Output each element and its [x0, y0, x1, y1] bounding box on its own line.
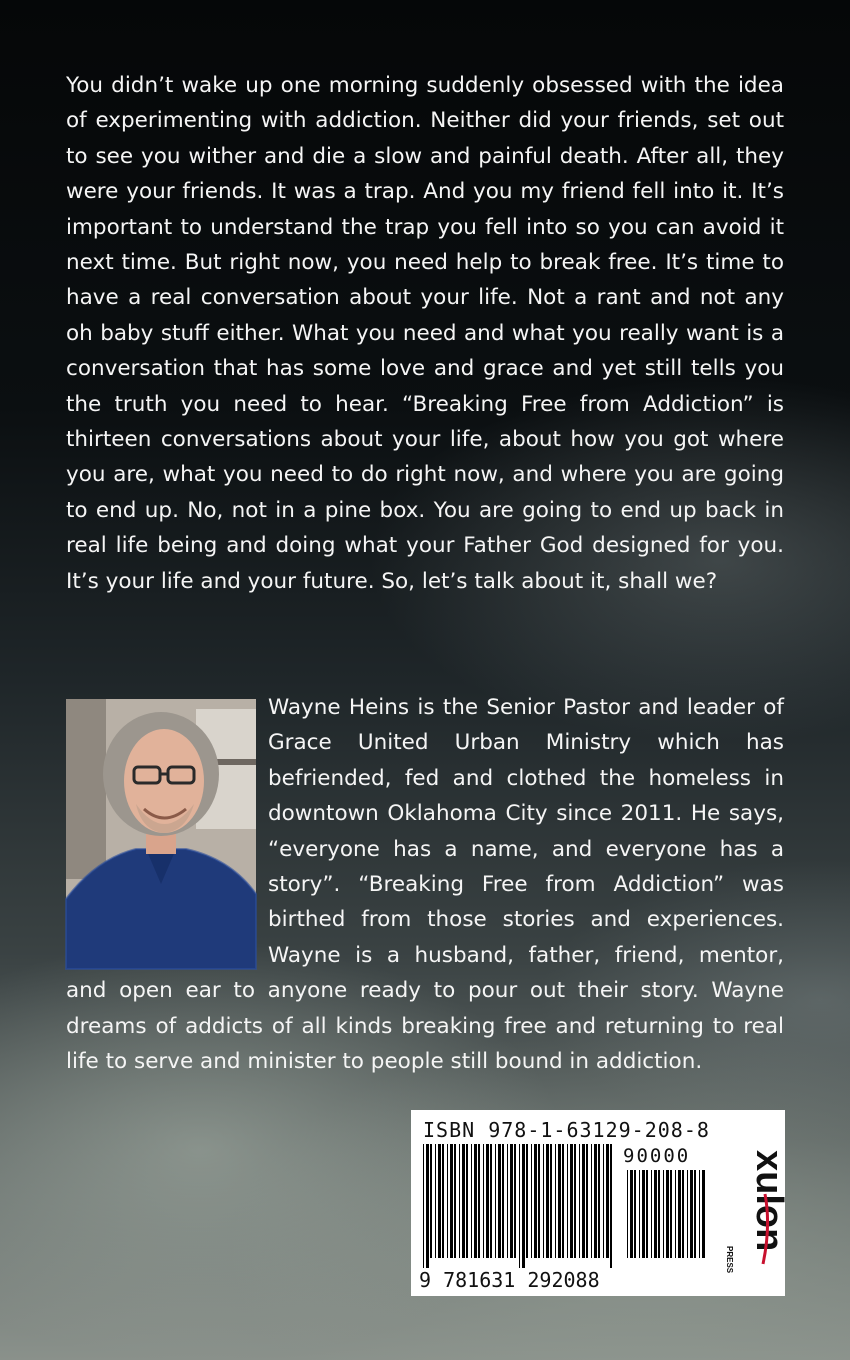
barcode-bar	[426, 1144, 429, 1268]
barcode-bar	[510, 1144, 513, 1258]
barcode-bar	[538, 1144, 540, 1258]
barcode-bar	[435, 1144, 436, 1258]
barcode-bar	[606, 1144, 609, 1258]
price-code: 90000	[623, 1145, 691, 1167]
barcode-bar	[531, 1144, 532, 1258]
barcode-bar	[651, 1170, 652, 1258]
barcode-bar	[546, 1144, 549, 1258]
barcode-bar	[555, 1144, 556, 1258]
barcode-bar	[579, 1144, 580, 1258]
barcode-bar	[550, 1144, 552, 1258]
barcode-bar	[670, 1170, 672, 1258]
author-bio-text: Wayne Heins is the Senior Pastor and leader of Grace United Urban Ministry which has befriended, fed and clothed the homeless in downtown Oklahoma City since 2011. He says, “everyone has a name, and everyone has a story”. “Breaking Free from Addiction” was birthed from those stories and experiences. Wayne is a husband, father, friend, mentor, and open ear to anyone ready to pour out their story. Wayne dreams of addicts of all kinds breaking free and returning to real life to serve and minister to people still bound in addiction.	[66, 695, 784, 1075]
barcode-bar	[466, 1144, 468, 1258]
barcode-bar	[570, 1144, 573, 1258]
photo-spacer	[66, 690, 268, 970]
barcode-bar	[574, 1144, 576, 1258]
barcode-bar	[507, 1144, 508, 1258]
barcode-bar	[438, 1144, 441, 1258]
barcode-bar	[642, 1170, 645, 1258]
barcode-bar	[498, 1144, 501, 1258]
barcode-bar	[471, 1144, 472, 1258]
barcode-bar	[687, 1170, 688, 1258]
barcode-bar	[663, 1170, 664, 1258]
barcode-bar	[447, 1144, 448, 1258]
addon-barcode-bars	[625, 1170, 709, 1268]
barcode-bar	[627, 1170, 628, 1258]
barcode-bar	[423, 1144, 424, 1268]
back-cover-blurb: You didn’t wake up one morning suddenly obsessed with the idea of experimenting with addiction. Neither did your friends, set out to see you wither and die a slow and painful death. After all, they were your friends. It was a trap. And you my friend fell into it. It’s important to understand the trap you fell into so you can avoid it next time. But right now, you need help to break free. It’s time to have a real conversation about your life. Not a rant and not any oh baby stuff either. What you need and what you really want is a conversation that has some love and grace and yet still tells you the truth you need to hear. “Breaking Free from Addiction” is thirteen conversations about your life, about how you got where you are, what you need to do right now, and where you are going to end up. No, not in a pine box. You are going to end up back in real life being and doing what your Father God designed for you. It’s your life and your future. So, let’s talk about it, shall we?	[66, 73, 784, 594]
barcode-bars	[421, 1144, 617, 1268]
barcode-bar	[639, 1170, 640, 1258]
barcode-bar	[678, 1170, 681, 1258]
barcode-bar	[558, 1144, 561, 1258]
barcode-bar	[495, 1144, 496, 1258]
barcode-bar	[675, 1170, 676, 1258]
barcode-bar	[483, 1144, 484, 1258]
barcode-bar	[702, 1170, 705, 1258]
barcode-bar	[474, 1144, 477, 1258]
barcode-bar	[514, 1144, 516, 1258]
barcode-bar	[646, 1170, 648, 1258]
barcode-bar	[462, 1144, 465, 1258]
isbn-digits: 9 781631 292088	[419, 1268, 600, 1292]
barcode-bar	[682, 1170, 684, 1258]
barcode-bar	[450, 1144, 453, 1258]
barcode-bar	[526, 1144, 528, 1258]
publisher-sub-text: PRESS	[725, 1246, 734, 1274]
barcode-bar	[567, 1144, 568, 1258]
barcode-bar	[534, 1144, 537, 1258]
barcode-bar	[591, 1144, 592, 1258]
barcode-bar	[690, 1170, 693, 1258]
barcode-bar	[486, 1144, 489, 1258]
barcode-bar	[699, 1170, 700, 1258]
barcode-bar	[582, 1144, 585, 1258]
barcode-bar	[562, 1144, 564, 1258]
barcode-bar	[490, 1144, 492, 1258]
barcode-bar	[630, 1170, 633, 1258]
barcode-bar	[586, 1144, 588, 1258]
barcode-bar	[634, 1170, 636, 1258]
barcode-bar	[694, 1170, 696, 1258]
isbn-label: ISBN 978-1-63129-208-8	[423, 1118, 710, 1142]
barcode-bar	[502, 1144, 504, 1258]
barcode-bar	[522, 1144, 525, 1268]
barcode-bar	[666, 1170, 669, 1258]
barcode-bar	[478, 1144, 480, 1258]
barcode-bar	[610, 1144, 612, 1268]
publisher-logo-text: xulon	[748, 1150, 790, 1252]
barcode-bar	[519, 1144, 520, 1268]
barcode-bar	[603, 1144, 604, 1258]
barcode-bar	[594, 1144, 597, 1258]
barcode-bar	[658, 1170, 660, 1258]
barcode-bar	[543, 1144, 544, 1258]
isbn-barcode	[411, 1110, 790, 1296]
publisher-logo	[719, 1146, 790, 1286]
barcode-bar	[654, 1170, 657, 1258]
author-bio	[66, 690, 784, 1079]
barcode-bar	[442, 1144, 444, 1258]
barcode-bar	[598, 1144, 600, 1258]
barcode-bar	[430, 1144, 432, 1258]
barcode-bar	[454, 1144, 456, 1258]
barcode-bar	[459, 1144, 460, 1258]
